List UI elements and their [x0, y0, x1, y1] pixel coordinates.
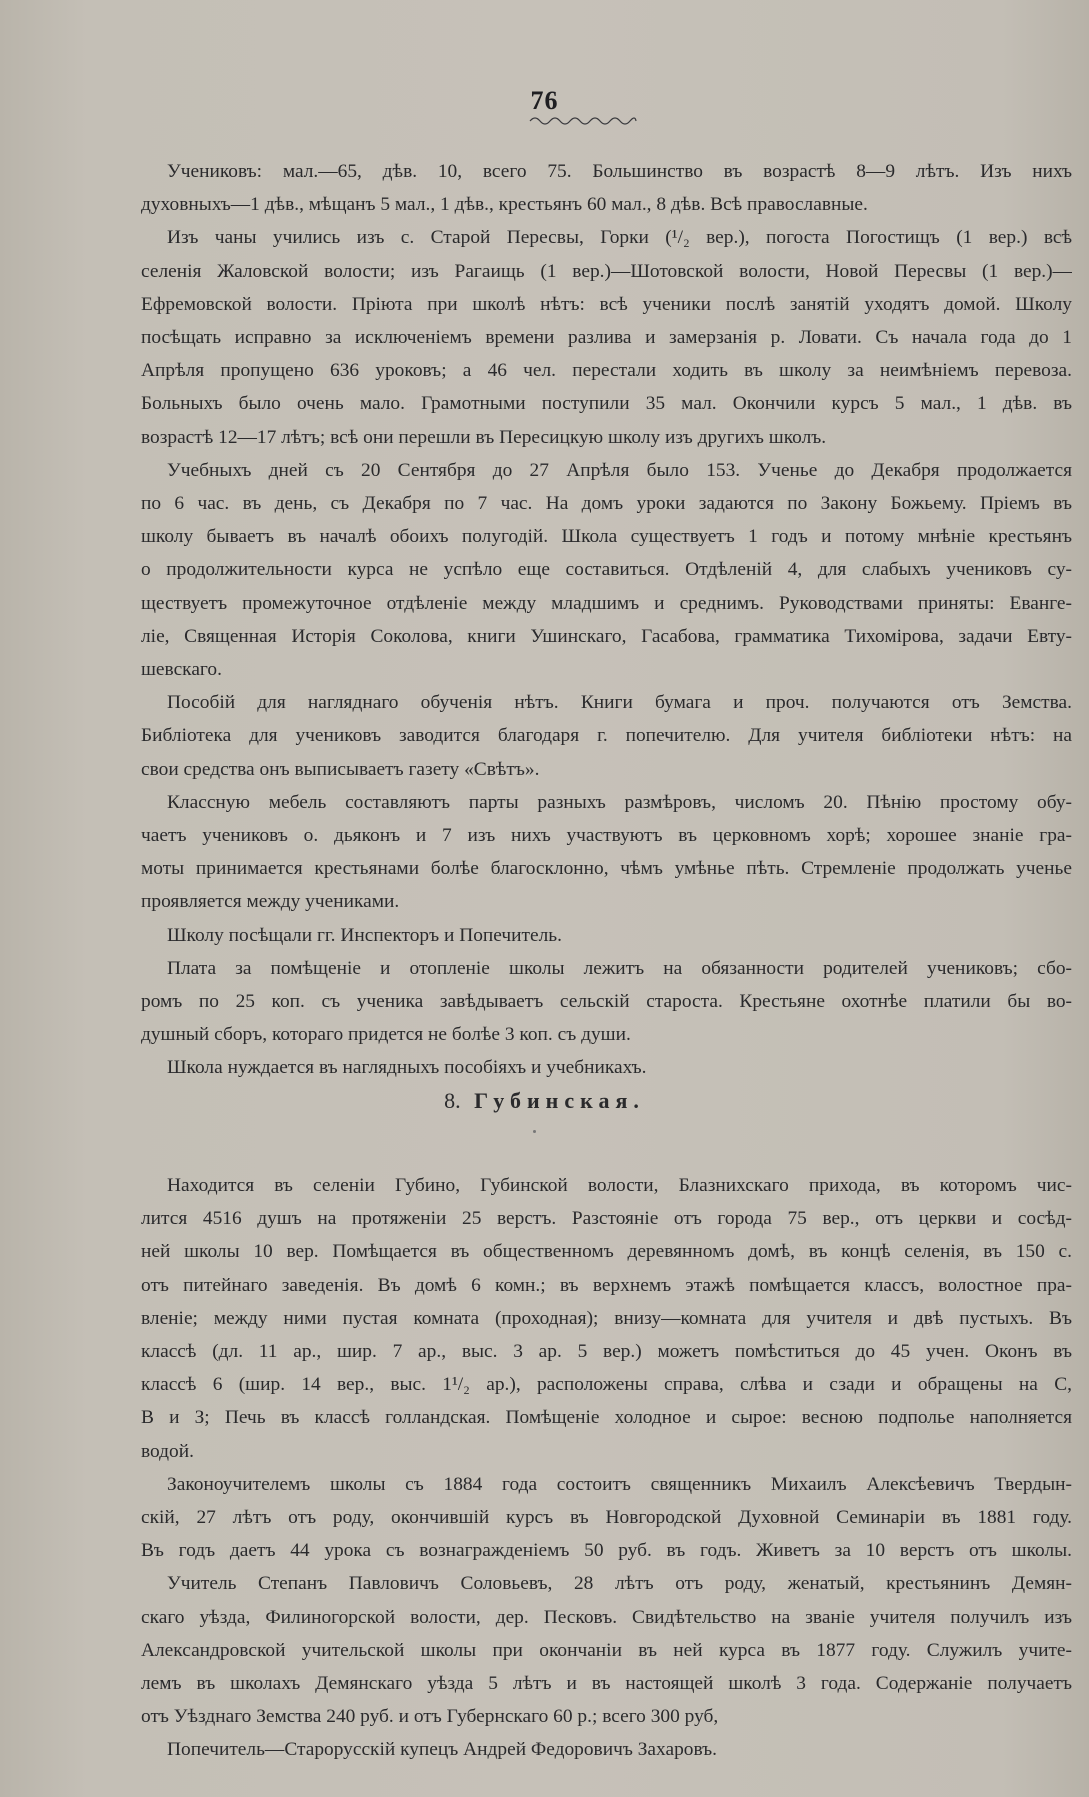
text-line: классѣ (дл. 11 ар., шир. 7 ар., выс. 3 ар. 5 вер.) можетъ помѣститься до 45 учен. Оконъ въ: [141, 1341, 1072, 1363]
section-1-text: [141, 155, 1072, 1085]
text-line: Ефремовской волости. Пріюта при школѣ нѣтъ: всѣ ученики послѣ занятій уходятъ домой. Школу: [141, 293, 1072, 315]
text-line: Александровской учительской школы при окончаніи въ ней курса въ 1877 году. Служилъ учите-: [141, 1639, 1072, 1661]
text-line: ліе, Священная Исторія Соколова, книги Ушинскаго, Гасабова, грамматика Тихомірова, задачи Евту-: [141, 625, 1072, 647]
heading-dot: [533, 1130, 536, 1133]
text-line: лемъ въ школахъ Демянскаго уѣзда 5 лѣтъ и въ настоящей школѣ 3 года. Содержаніе получаетъ: [141, 1673, 1072, 1695]
text-line: ромъ по 25 коп. съ ученика завѣдываетъ сельскій староста. Крестьяне охотнѣе платили бы во-: [141, 991, 1072, 1013]
text-line: отъ Уѣзднаго Земства 240 руб. и отъ Губернскаго 60 р.; всего 300 руб,: [141, 1706, 719, 1728]
section-heading: [0, 1088, 1089, 1114]
text-line: шевскаго.: [141, 659, 222, 681]
text-line: классѣ 6 (шир. 14 вер., выс. 1¹/₂ ар.), расположены справа, слѣва и сзади и обращены на С,: [141, 1374, 1072, 1396]
text-line: Законоучителемъ школы съ 1884 года состоитъ священникъ Михаилъ Алексѣевичъ Твердын-: [167, 1473, 1072, 1495]
text-line: селенія Жаловской волости; изъ Рагаищь (1 вер.)—Шотовской волости, Новой Пересвы (1 вер.)—: [141, 260, 1072, 282]
text-line: В и З; Печь въ классѣ голландская. Помѣщеніе холодное и сырое: весною подполье наполняется: [141, 1407, 1072, 1429]
text-line: моты принимается крестьянами болѣе благосклонно, чѣмъ умѣнье пѣть. Стремленіе продолжать ученье: [141, 858, 1072, 880]
text-line: духовныхъ—1 дѣв., мѣщанъ 5 мал., 1 дѣв., крестьянъ 60 мал., 8 дѣв. Всѣ православные.: [141, 194, 868, 216]
text-line: Апрѣля пропущено 636 уроковъ; а 46 чел. перестали ходить въ школу за неимѣніемъ перевоза.: [141, 360, 1072, 382]
text-line: школу бываетъ въ началѣ обоихъ полугодій. Школа существуетъ 1 годъ и потому мнѣніе крестьянъ: [141, 526, 1072, 548]
text-line: чаетъ учениковъ о. дьяконъ и 7 изъ нихъ участвуютъ въ церковномъ хорѣ; хорошее знаніе гра-: [141, 825, 1072, 847]
text-line: посѣщать исправно за исключеніемъ времени разлива и замерзанія р. Ловати. Съ начала года до 1: [141, 327, 1072, 349]
text-line: Учениковъ: мал.—65, дѣв. 10, всего 75. Большинство въ возрастѣ 8—9 лѣтъ. Изъ нихъ: [167, 161, 1072, 182]
text-line: о продолжительности курса не успѣло еще составиться. Отдѣленій 4, для слабыхъ учениковъ су-: [141, 559, 1072, 581]
text-line: Находится въ селеніи Губино, Губинской волости, Блазнихскаго прихода, въ которомъ чис-: [167, 1175, 1072, 1196]
text-line: душный сборъ, котораго придется не болѣе 3 коп. съ души.: [141, 1024, 631, 1046]
section-title: Губинская.: [474, 1088, 645, 1113]
text-line: вленіе; между ними пустая комната (проходная); внизу—комната для учителя и двѣ пустыхъ. Въ: [141, 1307, 1072, 1329]
text-line: проявляется между учениками.: [141, 891, 400, 913]
text-line: Попечитель—Старорусскій купецъ Андрей Федоровичъ Захаровъ.: [167, 1739, 718, 1761]
text-line: отъ питейнаго заведенія. Въ домѣ 6 комн.; въ верхнемъ этажѣ помѣщается классъ, волостное пра-: [141, 1274, 1072, 1296]
text-line: Школа нуждается въ наглядныхъ пособіяхъ и учебникахъ.: [167, 1057, 647, 1079]
text-line: Учитель Степанъ Павловичъ Соловьевъ, 28 лѣтъ отъ роду, женатый, крестьянинъ Демян-: [167, 1573, 1072, 1595]
section-2-text: [141, 1169, 1072, 1767]
text-line: Школу посѣщали гг. Инспекторъ и Попечитель.: [167, 924, 562, 946]
text-line: Классную мебель составляютъ парты разныхъ размѣровъ, числомъ 20. Пѣнію простому обу-: [167, 791, 1072, 813]
text-line: Учебныхъ дней съ 20 Сентября до 27 Апрѣля было 153. Ученье до Декабря продолжается: [167, 459, 1072, 481]
text-line: ней школы 10 вер. Помѣщается въ общественномъ деревянномъ домѣ, въ концѣ селенія, въ 150 с.: [141, 1241, 1072, 1263]
text-line: Больныхъ было очень мало. Грамотными поступили 35 мал. Окончили курсъ 5 мал., 1 дѣв. въ: [141, 393, 1072, 415]
text-line: скаго уѣзда, Филиногорской волости, дер. Песковъ. Свидѣтельство на званіе учителя получилъ изъ: [141, 1606, 1072, 1628]
text-line: Плата за помѣщеніе и отопленіе школы лежитъ на обязанности родителей учениковъ; сбо-: [167, 957, 1072, 979]
text-line: Въ годъ даетъ 44 урока съ вознагражденіемъ 50 руб. въ годъ. Живетъ за 10 верстъ отъ школы.: [141, 1540, 1072, 1562]
text-line: Изъ чаны учились изъ с. Старой Пересвы, Горки (¹/₂ вер.), погоста Погостищъ (1 вер.) всѣ: [167, 227, 1072, 249]
page-number: 76: [530, 86, 559, 115]
text-line: по 6 час. въ день, съ Декабря по 7 час. На домъ уроки задаются по Закону Божьему. Пріемъ въ: [141, 493, 1072, 515]
text-line: возрастѣ 12—17 лѣтъ; всѣ они перешли въ Пересицкую школу изъ другихъ школъ.: [141, 426, 827, 448]
section-number: 8.: [444, 1088, 461, 1113]
text-line: ществуетъ промежуточное отдѣленіе между младшимъ и среднимъ. Руководствами приняты: Еванге-: [141, 592, 1072, 614]
text-line: Пособій для нагляднаго обученія нѣтъ. Книги бумага и проч. получаются отъ Земства.: [167, 692, 1072, 714]
decorative-rule: [528, 114, 638, 128]
text-line: скій, 27 лѣтъ отъ роду, окончившій курсъ въ Новгородской Духовной Семинаріи въ 1881 году.: [141, 1507, 1072, 1529]
text-line: лится 4516 душъ на протяженіи 25 верстъ. Разстояніе отъ города 75 вер., отъ церкви и сосѣд-: [141, 1208, 1072, 1230]
text-line: Библіотека для учениковъ заводится благодаря г. попечителю. Для учителя библіотеки нѣтъ: на: [141, 725, 1072, 747]
text-line: свои средства онъ выписываетъ газету «Свѣтъ».: [141, 758, 540, 780]
text-line: водой.: [141, 1440, 194, 1462]
